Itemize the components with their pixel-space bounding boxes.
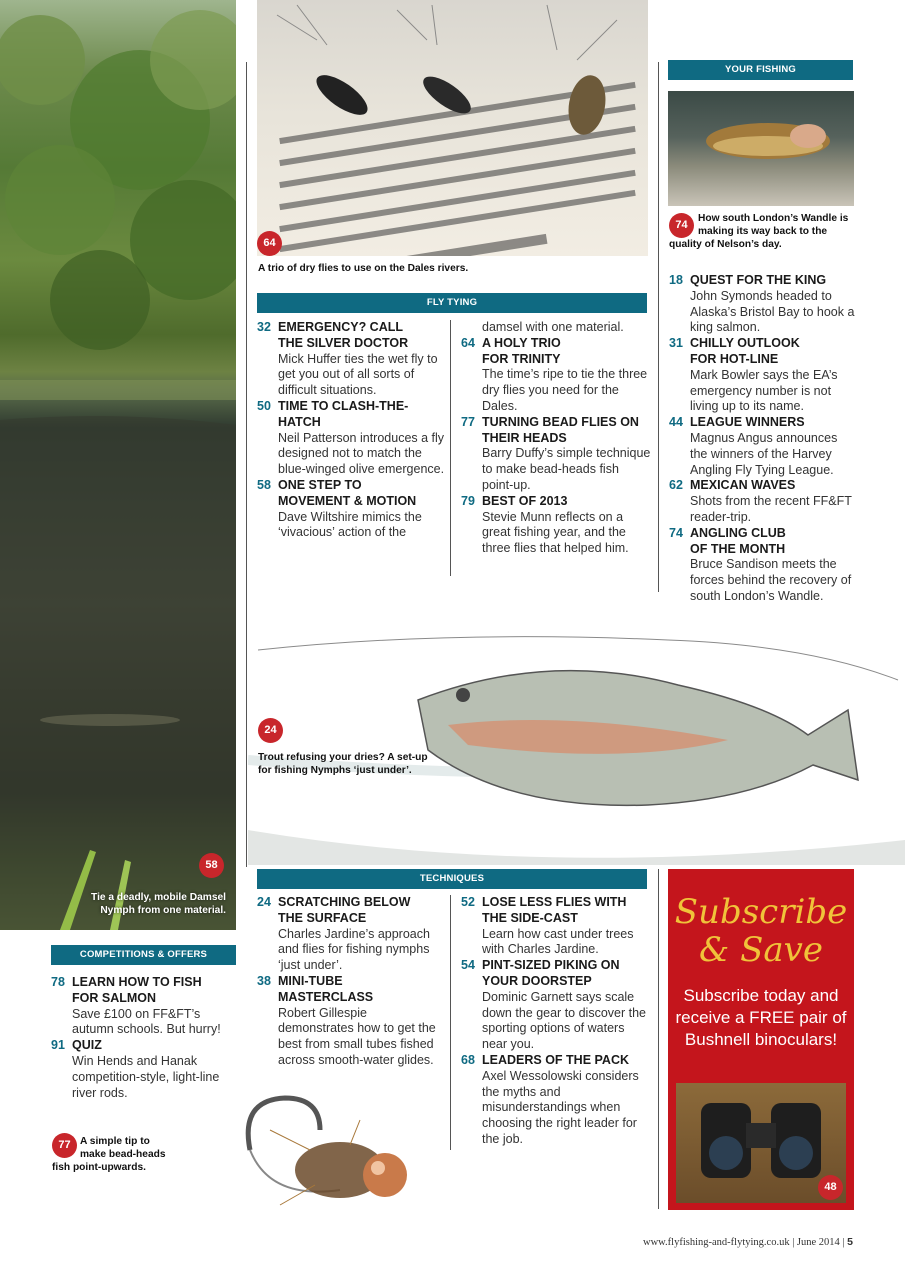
section-header-competitions: COMPETITIONS & OFFERS [51, 945, 236, 965]
list-item[interactable]: 54 PINT-SIZED PIKING ON YOUR DOORSTEP Dominic Garnett says scale down the gear to discover the sporting options of waters near you. [461, 958, 646, 1052]
list-item[interactable]: 44 LEAGUE WINNERS Magnus Angus announces the winners of the Harvey Angling Fly Tying League. [669, 415, 838, 477]
fly-tying-col2 [461, 320, 651, 557]
list-item[interactable]: 18 QUEST FOR THE KING John Symonds headed to Alaska’s Bristol Bay to hook a king salmon. [669, 273, 855, 335]
list-item[interactable]: 79 BEST OF 2013 Stevie Munn reflects on a great fishing year, and the three flies that helped him. [461, 493, 629, 556]
dry-fly-3 [564, 72, 610, 137]
list-item[interactable]: 24 SCRATCHING BELOW THE SURFACE Charles Jardine’s approach and flies for fishing nymphs ‘just under’. [257, 895, 430, 973]
techniques-col1 [257, 895, 437, 1069]
list-item[interactable]: 91 QUIZ Win Hends and Hanak competition-style, light-line river rods. [51, 1038, 220, 1100]
column-divider [450, 320, 451, 576]
bible-text-lines [257, 0, 648, 256]
photo-caption: Tie a deadly, mobile Damsel Nymph from one material. [91, 892, 226, 916]
page-badge: 48 [818, 1175, 843, 1200]
dry-fly-1 [311, 68, 374, 122]
list-item[interactable]: 68 LEADERS OF THE PACK Axel Wessolowski considers the myths and misunderstandings when choosing the right leader for the job. [461, 1052, 639, 1146]
list-item[interactable]: 74 ANGLING CLUB OF THE MONTH Bruce Sandison meets the forces behind the recovery of south London’s Wandle. [669, 525, 852, 603]
photo-caption: A trio of dry flies to use on the Dales rivers. [258, 263, 469, 274]
page-badge: 24 [258, 718, 283, 743]
photo-caption: A simple tip to make bead-heads fish point-upwards. [52, 1136, 166, 1173]
list-item[interactable]: 50 TIME TO CLASH-THE-HATCH Neil Patterson introduces a fly designed not to match the blue-winged olive emergence. [257, 398, 445, 477]
section-header-techniques: TECHNIQUES [257, 869, 647, 889]
list-item[interactable]: 77 TURNING BEAD FLIES ON THEIR HEADS Barry Duffy’s simple technique to make bead-heads fish point-up. [461, 414, 651, 492]
techniques-col2 [461, 895, 651, 1148]
competitions-list [51, 975, 231, 1101]
subscribe-panel[interactable] [668, 869, 854, 1210]
dry-flies-photo [257, 0, 648, 256]
page-badge: 74 [669, 213, 694, 238]
save-title: & Save [699, 930, 823, 970]
list-item[interactable]: 58 ONE STEP TO MOVEMENT & MOTION Dave Wiltshire mimics the ‘vivacious’ action of the [257, 477, 422, 540]
bead-head-fly-photo [210, 1090, 470, 1220]
column-divider [658, 62, 659, 592]
trout-in-hand-photo [668, 91, 854, 206]
fly-tying-col1 [257, 320, 447, 541]
continued-text: damsel with one material. [482, 320, 624, 334]
photo-caption: How south London’s Wandle is making its way back to the quality of Nelson’s day. [669, 213, 849, 250]
page-badge: 58 [199, 853, 224, 878]
column-divider [246, 62, 247, 867]
your-fishing-list [669, 273, 855, 605]
section-header-your-fishing: YOUR FISHING [668, 60, 853, 80]
river-foliage [0, 0, 236, 930]
column-divider [658, 869, 659, 1209]
list-item[interactable]: 52 LOSE LESS FLIES WITH THE SIDE-CAST Learn how cast under trees with Charles Jardine. [461, 895, 634, 957]
section-header-fly-tying: FLY TYING [257, 293, 647, 313]
trout-sketch [248, 600, 905, 865]
page-footer: www.flyfishing-and-flytying.co.uk | June 2014 | 5 [642, 1236, 853, 1248]
page-badge: 64 [257, 231, 282, 256]
list-item[interactable]: 31 CHILLY OUTLOOK FOR HOT-LINE Mark Bowler says the EA’s emergency number is not living up to its name. [669, 336, 838, 414]
subscribe-title: Subscribe [674, 892, 848, 932]
binoculars-photo [676, 1083, 846, 1203]
list-item[interactable]: 78 LEARN HOW TO FISH FOR SALMON Save £100 on FF&FT’s autumn schools. But hurry! [51, 975, 221, 1037]
photo-caption: Trout refusing your dries? A set-up for fishing Nymphs ‘just under’. [258, 752, 428, 776]
list-item[interactable]: 64 A HOLY TRIO FOR TRINITY The time’s ripe to tie the three dry flies you need for the Dales. [461, 335, 648, 413]
river-photo [0, 0, 236, 930]
page-badge: 77 [52, 1133, 77, 1158]
list-item[interactable]: 38 MINI-TUBE MASTERCLASS Robert Gillespie demonstrates how to get the best from small tubes fished across smooth-water glides. [257, 973, 436, 1067]
subscribe-offer: Subscribe today and receive a FREE pair of Bushnell binoculars! [675, 986, 847, 1049]
list-item[interactable]: 62 MEXICAN WAVES Shots from the recent FF&FT reader-trip. [669, 478, 852, 524]
list-item[interactable]: 32 EMERGENCY? CALL THE SILVER DOCTOR Mick Huffer ties the wet fly to get you out of all sorts of difficult situations. [257, 320, 438, 398]
